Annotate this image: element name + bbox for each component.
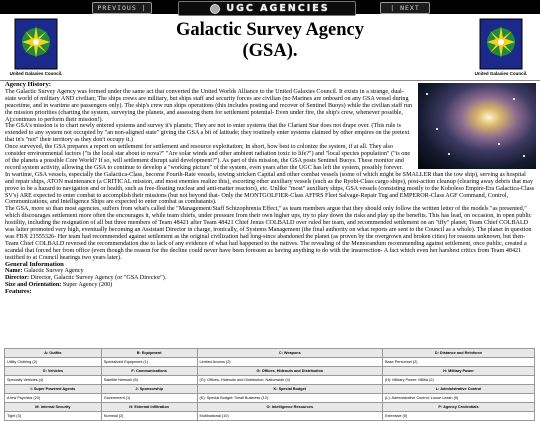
feature-value: Satellite Network (5) <box>101 376 197 385</box>
title-line-1: Galactic Survey Agency <box>175 20 365 40</box>
table-row <box>5 412 535 421</box>
size-value: Super Agency (200) <box>61 282 113 289</box>
table-row <box>5 367 535 376</box>
feature-value: (K): Special Budget: Small Business (12) <box>197 394 382 403</box>
galaxy-image <box>418 83 536 169</box>
title-line-2: (GSA). <box>242 41 298 61</box>
feature-value: Base Personnel (2) <box>383 358 535 367</box>
features-heading: Features: <box>5 288 32 296</box>
feature-header: K: Special Budget <box>197 385 382 394</box>
size-line <box>5 282 536 289</box>
feature-header: P: Agency Credentials <box>383 403 535 412</box>
ugc-shield-icon <box>14 18 58 70</box>
history-paragraph-4: In wartime, GSA vessels, especially the Galactica-Class, become Fourth-Rate vessels, towing stricken Capital and other combat vessels (some of which might be SMALLER than the tow ship), serving as hospital and repair ships, ATON maintenance (a CRITICAL mission, and most enemies realize this), escorting other auxiliary vessels (such as the Ryobi-Class cargo ships), post-action cleanup (clearing away debris that may prove to be a hazard to navigation and or health, such as free-floating nuclear and anti-matter reactors), etc. Unlike "most" auxiliary ships, GSA vessels (consisting mostly to the Koboleso Empire-Era Galactica-Class SV's) ARE expected to enter combat to accomplish their missions (but not beyond that- Only the MONTGOLFIER-Class AFFRS Fleet Salvage-Repair Tug and EMPEROR-Class AGF Command, Control, Communications, and Intelligence Ships are expected to enter combat as combatants). <box>5 171 535 206</box>
feature-header: L: Administrative Control <box>383 385 535 394</box>
ugc-emblem-right <box>473 18 529 76</box>
feature-header: D: Distance and Reinforce <box>383 349 535 358</box>
feature-value: Multinational (10) <box>197 412 382 421</box>
ugc-emblem-icon <box>210 4 220 14</box>
feature-value: Specialized Equipment (1) <box>101 358 197 367</box>
table-row <box>5 349 535 358</box>
feature-value: A few Psychics (20) <box>5 394 102 403</box>
feature-header: G: Offices, Hideouts and Distribution <box>197 367 382 376</box>
history-paragraph-2: The GSA's mission is to chart newly entered systems and survey it's planets; They are not to enter systems that the Clariant Star does not drape over. (This rule is extended to any system not occupied by "an non-aligned state" giving the GSA a bit of latitude; they routinely enter systems claimed by other empires on the pretext that in's "not" their territory as they don't occupy it.) <box>5 123 410 144</box>
top-nav-bar <box>0 0 540 14</box>
table-row <box>5 403 535 412</box>
feature-value: Nominal (2) <box>101 412 197 421</box>
feature-value: (G): Offices, Hideouts and Distribution: Nationwide (4) <box>197 376 382 385</box>
ugc-shield-icon <box>479 18 523 70</box>
previous-button[interactable]: PREVIOUS | <box>92 2 152 14</box>
page-title <box>70 20 470 62</box>
feature-value: Specialty Vehicles (4) <box>5 376 102 385</box>
emblem-caption-left: United Galaxies Council. <box>9 71 63 76</box>
next-button[interactable]: | NEXT <box>380 2 430 14</box>
history-paragraph-1: The Galactic Survey Agency was formed under the same act that converted the United Worlds Alliance to the United Galaxies Council. It exists in a strange, dual-state world of military AND civilian; The ships crews are military, but ships staff and security forces are civilian (no Marines are onboard on any GSA vessel during peacetime, and in wartime are passengers only). The ship's crew run ships operations (this includes posting and recover of Sentinel Buoys) while the civilian staff run the mission priorities (charting the system, surveying the planets, and assessing them for settlement potential- Even under fire, the ship's crew, whenever possible, Aj;continues to perform their mission!). <box>5 88 412 123</box>
banner-text: UGC AGENCIES <box>226 3 330 14</box>
agency-content <box>0 81 540 296</box>
feature-value: Extensive (5) <box>383 412 535 421</box>
feature-header: F: Communications <box>101 367 197 376</box>
size-label: Size and Orientation: <box>5 282 62 289</box>
page-header <box>0 14 540 81</box>
feature-header: H: Military Power <box>383 367 535 376</box>
table-row <box>5 358 535 367</box>
feature-value: Government (1) <box>101 394 197 403</box>
feature-header: G: Vehicles <box>5 367 102 376</box>
emblem-caption-right: United Galaxies Council. <box>474 71 528 76</box>
name-value: Galactic Survey Agency <box>22 268 84 275</box>
director-value: Director, Galactic Survey Agency (or "GSA Director"). <box>29 275 167 282</box>
feature-header: A: Outfits <box>5 349 102 358</box>
feature-value: Limited Access (2) <box>197 358 382 367</box>
history-paragraph-5: The GSA, more so than most agencies, suffers from what's called the "Management/Staff Schizophrenia Effect," as team members argue that they should only follow the written letter of the models "as presented," which discourages settlement more often the encourages it, while team chiefs, under pressure from their own higher ups, try to play down the risks and play up the benefits. This has lead, on occasion, in open public hostility, including the resignation of all but three members of Team 48421 after Team 48421 Chief Jenus COLBALD over ruled her team, and recommended settlement on an "iffy" planet; Team Chief COLBALD was latter promoted very high, eventually becoming an Assistant Director in charge, ironically, of Systems Management (the final authority on what reports are sent to the Council as a whole). The planet in question was FBX 21555326- Her team had recommended against settlement as the original civilization had long-since abandoned the planet (as proven by the overgrown and broken cities) for reasons unknown, but then-Team Chief COLBALD reversed the recommendation due to lack of any evidence of what had happened to the natives. The revealing of the Memorandum recommending against settlement, once public, created a scandal that forced her from office (even though the reason for the decline could never have been foreseen as having anything to do with the insurrection- A fact which even her harshest critics from Team 48421 testified to at Council hearings two years later). <box>5 206 532 261</box>
feature-header: B: Equipment <box>101 349 197 358</box>
feature-header: J: Sponsorship <box>101 385 197 394</box>
ugc-emblem-left <box>8 18 64 76</box>
feature-header: O: Intelligence Resources <box>197 403 382 412</box>
feature-header: C: Weapons <box>197 349 382 358</box>
table-row <box>5 394 535 403</box>
feature-value: (L): Administrative Control: Loose Leash (5) <box>383 394 535 403</box>
feature-header: I: Super Powered Agents <box>5 385 102 394</box>
features-table <box>4 348 535 421</box>
feature-value: Utility Clothing (2) <box>5 358 102 367</box>
feature-header: N: External Infiltration <box>101 403 197 412</box>
table-row <box>5 385 535 394</box>
feature-value: Tight (3) <box>5 412 102 421</box>
name-label: Name: <box>5 268 23 275</box>
feature-header: M: Internal Security <box>5 403 102 412</box>
feature-value: (H): Military Power: Militia (2) <box>383 376 535 385</box>
director-label: Director: <box>5 275 30 282</box>
history-heading: Agency History: <box>5 81 51 88</box>
general-info-heading: General Information <box>5 260 64 268</box>
table-row <box>5 376 535 385</box>
history-paragraph-3: Once surveyed, the GSA prepares a report on settlement for settlement and resource exploitation; In short, how best to colonize the system, if at all. They also consider environmental factors ("is the local star about to nova?" "Are solar winds and other ambient radiation toxic to life?") and "local species population" ("is one of the planets a possible Core World? If so, will settlement disrupt said development?"). As part of this mission, the GSA posts Sentinel Buoys. These monitor and record system activity, allowing the GSA to continue to develop a "working picture" of the system, even years after the UGC has left the system, possibly forever. <box>5 144 411 171</box>
